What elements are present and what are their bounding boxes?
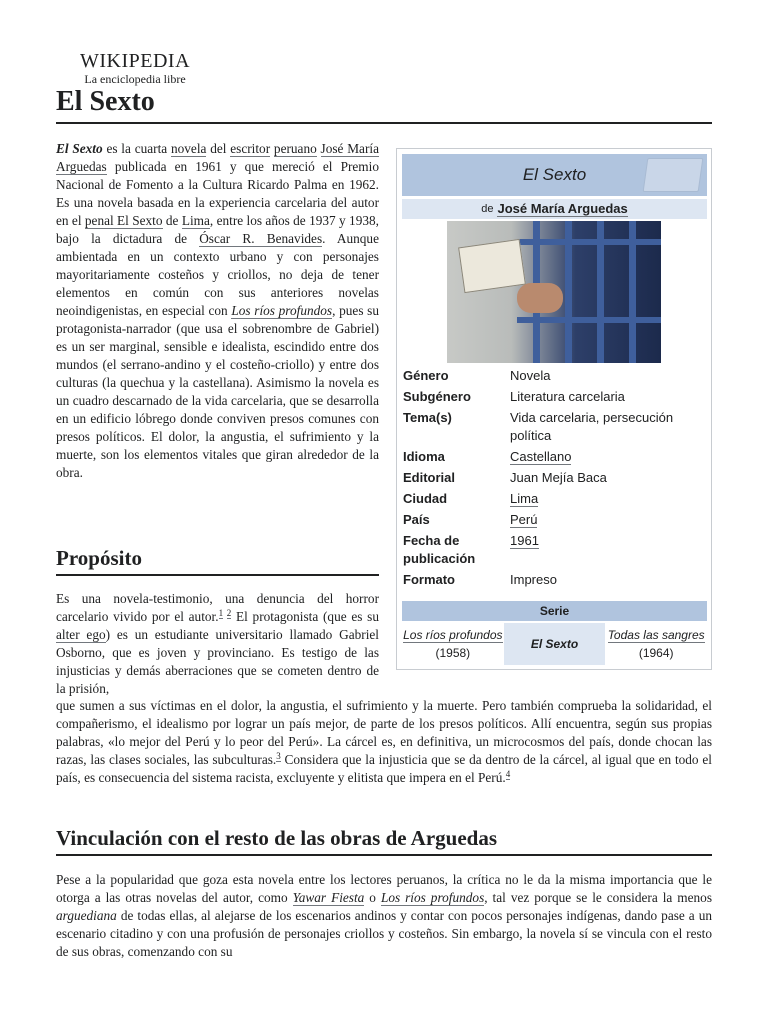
cell-crossbar	[517, 317, 661, 323]
text: o	[364, 890, 381, 905]
infobox-row	[402, 511, 707, 529]
hand-shape	[517, 283, 563, 313]
book-icon	[643, 158, 704, 192]
text: de todas ellas, al alejarse de los escenarios andinos y contar con pocos personajes indígenas, dando pase a un escenario citadino y con una profusión de personajes criollos y costeños. Sin embargo, la novela sí se vincula con el resto de sus obras, comenzando con su	[56, 908, 712, 959]
infobox-row	[402, 367, 707, 385]
article-subject: El Sexto	[56, 141, 103, 156]
infobox	[396, 148, 712, 670]
author-prefix: de	[481, 203, 494, 215]
infobox-row	[402, 571, 707, 589]
text: , entre los años de 1937 y 1938, bajo la dictadura de	[56, 213, 379, 246]
text: que sumen a sus víctimas en el dolor, la angustia, el sufrimiento y la muerte. Pero también comprueba la solidaridad, el compañerismo, el idealismo por lograr un país mejor, de parte de los presos políticos. Allí encuentra, según sus propias palabras, «lo mejor del Perú y lo peor del Perú». La cárcel es, en definitiva, un microcosmos del país, donde chocan las razas, las clases sociales, las subculturas.	[56, 698, 712, 767]
series-current: El Sexto	[504, 623, 606, 665]
link-ciudad[interactable]: Lima	[510, 491, 539, 506]
previous-year: (1958)	[435, 646, 471, 660]
link-fecha[interactable]: 1961	[510, 533, 539, 548]
row-value: Juan Mejía Baca	[510, 470, 607, 485]
link-infobox-author[interactable]: José María Arguedas	[497, 201, 628, 216]
infobox-row	[402, 388, 707, 406]
infobox-title-bar	[402, 154, 707, 196]
infobox-serie-header: Serie	[402, 601, 707, 621]
infobox-row	[402, 490, 707, 508]
text: del	[206, 141, 231, 156]
text: publicada en 1961 y que mereció el Premio Nacional de Fomento a la Cultura Ricardo Palma en 1962. Es una novela basada en la experiencia carcelaria del autor en el	[56, 159, 379, 228]
link-previous-book[interactable]: Los ríos profundos	[403, 628, 503, 642]
heading-vinculacion: Vinculación con el resto de las obras de Arguedas	[56, 824, 712, 856]
row-key: Género	[403, 368, 449, 383]
row-key: Ciudad	[403, 491, 448, 506]
link-idioma[interactable]: Castellano	[510, 449, 572, 464]
text: es la cuarta	[102, 141, 171, 156]
infobox-row	[402, 409, 707, 445]
next-year: (1964)	[638, 646, 674, 660]
text: , tal vez porque se le considera la menos	[484, 890, 712, 905]
text: ) es un estudiante universitario llamado Gabriel Osborno, que es joven y provinciano. Es testigo de las injusticias y demás aberraciones que se cometen dentro de la prisión,	[56, 627, 379, 696]
logo-wordmark: WIKIPEDIA	[79, 50, 191, 72]
link-yawar-fiesta[interactable]: Yawar Fiesta	[292, 890, 365, 905]
link-next-book[interactable]: Todas las sangres	[607, 628, 705, 642]
series-previous	[402, 623, 504, 665]
row-key: Subgénero	[403, 389, 471, 404]
link-pais[interactable]: Perú	[510, 512, 538, 527]
wikipedia-logo[interactable]	[76, 50, 194, 86]
link-novela[interactable]: novela	[170, 141, 207, 156]
proposito-paragraph-narrow	[56, 590, 379, 698]
row-key: Fecha de publicación	[403, 533, 476, 566]
infobox-row	[402, 532, 707, 568]
row-value: Vida carcelaria, persecución política	[510, 410, 674, 443]
link-rios-profundos-2[interactable]: Los ríos profundos	[380, 890, 485, 905]
row-key: Formato	[403, 572, 455, 587]
infobox-series-nav	[402, 623, 707, 665]
cell-crossbar	[517, 239, 661, 245]
infobox-title: El Sexto	[522, 165, 587, 184]
link-benavides[interactable]: Óscar R. Benavides	[199, 231, 323, 246]
text: Es una novela-testimonio, una denuncia del horror carcelario vivido por el autor.	[56, 591, 379, 624]
row-value: Impreso	[510, 572, 557, 587]
link-peruano[interactable]: peruano	[273, 141, 317, 156]
page-title: El Sexto	[56, 84, 712, 124]
text	[317, 141, 321, 156]
ref-1[interactable]: 1	[218, 607, 224, 618]
link-alter-ego[interactable]: alter ego	[56, 627, 106, 642]
book-cover-photo[interactable]	[447, 221, 661, 363]
text: Considera que la injusticia que se da dentro de la cárcel, al igual que en todo el país, es consecuencia del sistema racista, excluyente y elitista que impera en el Perú.	[56, 752, 712, 785]
infobox-row	[402, 448, 707, 466]
text: . Aunque ambientada en un contexto urbano y con personajes mayoritariamente costeños y criollos, no deja de tener elementos en común con sus anteriores novelas neoindigenistas, en especial con	[56, 231, 379, 318]
heading-proposito: Propósito	[56, 544, 379, 576]
proposito-paragraph-wide	[56, 697, 712, 787]
text: El protagonista (que es su	[231, 609, 380, 624]
link-rios-profundos[interactable]: Los ríos profundos	[231, 303, 333, 318]
row-key: Editorial	[403, 470, 456, 485]
vinculacion-paragraph	[56, 871, 712, 961]
logo-tagline: La enciclopedia libre	[84, 72, 186, 86]
intro-paragraph	[56, 140, 379, 482]
link-lima[interactable]: Lima	[181, 213, 210, 228]
open-book-shape	[458, 239, 526, 293]
ref-3[interactable]: 3	[276, 750, 281, 761]
ref-4[interactable]: 4	[505, 768, 511, 779]
emphasis: arguediana	[56, 908, 117, 923]
ref-2[interactable]: 2	[226, 607, 232, 618]
series-next	[605, 623, 707, 665]
text: , pues su protagonista-narrador (que usa el sobrenombre de Gabriel) es un ser marginal, sensible e idealista, escindido entre dos mundos (el serrano-andino y el costeño-criollo) y entre dos culturas (la quechua y la castellana). Asimismo la novela es un cuadro descarnado de la vida carcelaria, que se desarrolla en un edificio lóbrego donde conviven presos comunes con presos políticos. El dolor, la angustia, el sufrimiento y la muerte, son los elementos vitales que giran alrededor de la obra.	[56, 303, 380, 480]
text: de	[162, 213, 182, 228]
row-key: País	[403, 512, 430, 527]
row-key: Idioma	[403, 449, 445, 464]
text: Pese a la popularidad que goza esta novela entre los lectores peruanos, la crítica no le da la misma importancia que le otorga a las otras novelas del autor, como	[56, 872, 712, 905]
row-value: Literatura carcelaria	[510, 389, 625, 404]
link-escritor[interactable]: escritor	[230, 141, 271, 156]
row-key: Tema(s)	[403, 410, 452, 425]
infobox-author-bar	[402, 199, 707, 219]
row-value: Novela	[510, 368, 551, 383]
link-author[interactable]: José María Arguedas	[56, 141, 379, 174]
infobox-rows	[402, 367, 707, 592]
infobox-row	[402, 469, 707, 487]
link-penal[interactable]: penal El Sexto	[84, 213, 163, 228]
